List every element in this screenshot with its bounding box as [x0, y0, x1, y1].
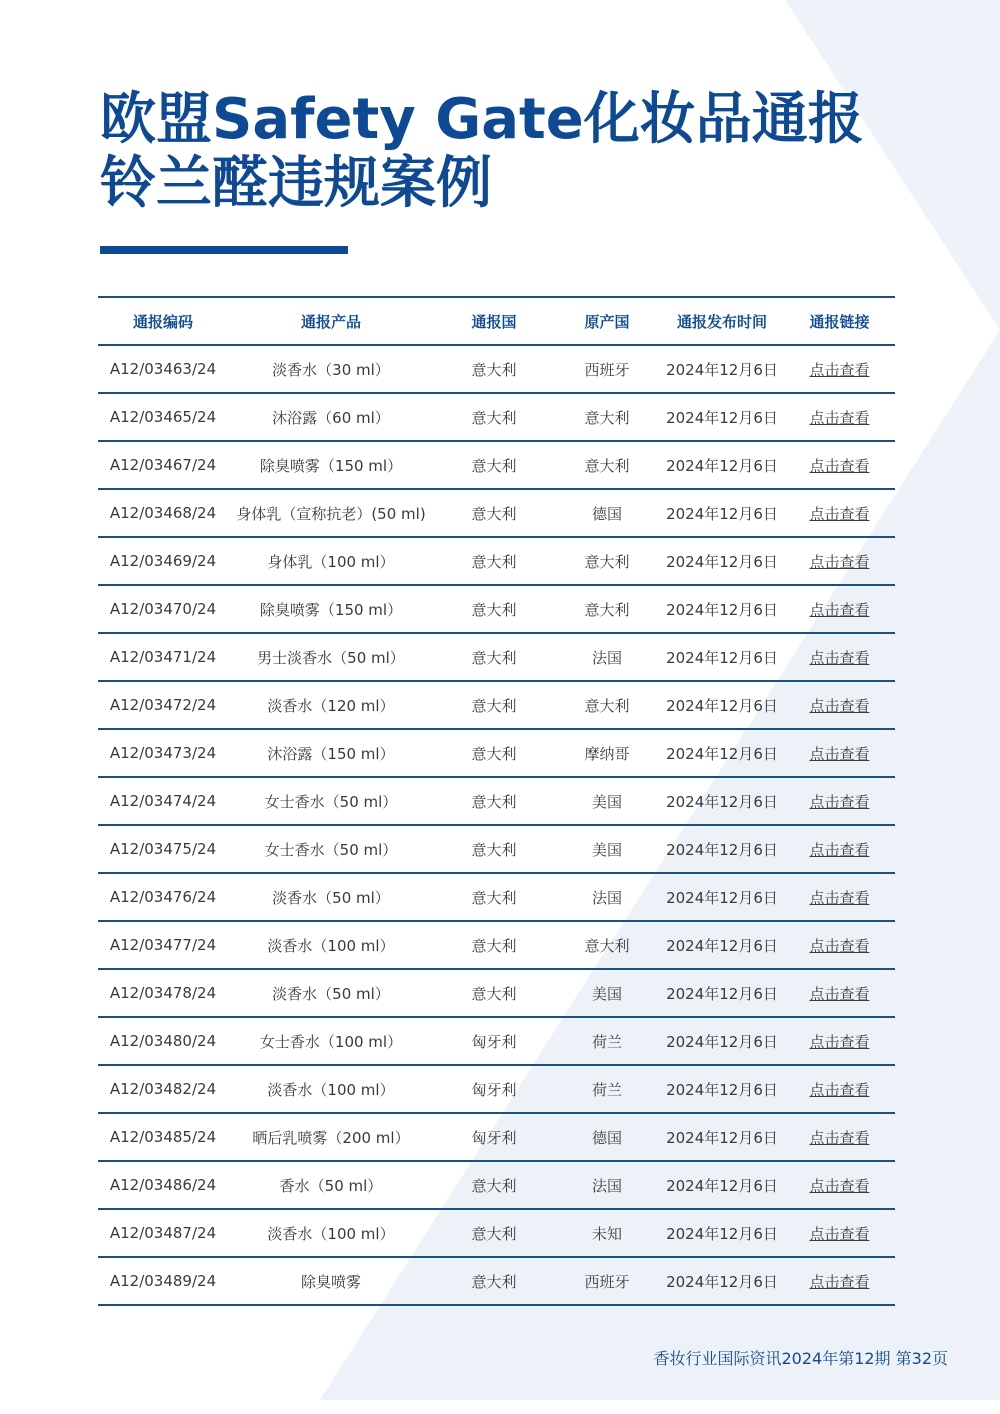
table-body — [98, 345, 895, 1305]
cell-link — [784, 969, 895, 1017]
table-row — [98, 1257, 895, 1305]
cell-code: A12/03489/24 — [98, 1257, 228, 1305]
cell-country: 意大利 — [434, 585, 554, 633]
cell-code: A12/03477/24 — [98, 921, 228, 969]
cell-origin: 法国 — [554, 873, 660, 921]
cell-origin: 德国 — [554, 1113, 660, 1161]
cell-link — [784, 1209, 895, 1257]
cell-country: 意大利 — [434, 873, 554, 921]
header-origin: 原产国 — [554, 297, 660, 345]
cell-product: 淡香水（100 ml） — [228, 921, 434, 969]
cell-product: 香水（50 ml） — [228, 1161, 434, 1209]
cell-origin: 摩纳哥 — [554, 729, 660, 777]
table-row — [98, 1161, 895, 1209]
cell-link — [784, 1017, 895, 1065]
table-row — [98, 969, 895, 1017]
cell-link — [784, 633, 895, 681]
cell-product: 淡香水（50 ml） — [228, 873, 434, 921]
cell-country: 意大利 — [434, 969, 554, 1017]
table-row — [98, 777, 895, 825]
view-link[interactable]: 点击查看 — [809, 1080, 870, 1099]
view-link[interactable]: 点击查看 — [809, 984, 870, 1003]
cell-date: 2024年12月6日 — [660, 537, 784, 585]
cell-code: A12/03472/24 — [98, 681, 228, 729]
cell-date: 2024年12月6日 — [660, 729, 784, 777]
cell-country: 意大利 — [434, 1257, 554, 1305]
cell-link — [784, 1113, 895, 1161]
table-row — [98, 1209, 895, 1257]
table-row — [98, 729, 895, 777]
cell-date: 2024年12月6日 — [660, 393, 784, 441]
view-link[interactable]: 点击查看 — [809, 1176, 870, 1195]
cell-origin: 意大利 — [554, 585, 660, 633]
table-row — [98, 1017, 895, 1065]
cell-country: 意大利 — [434, 345, 554, 393]
cell-date: 2024年12月6日 — [660, 1065, 784, 1113]
cell-link — [784, 777, 895, 825]
cell-code: A12/03469/24 — [98, 537, 228, 585]
cell-date: 2024年12月6日 — [660, 633, 784, 681]
cell-product: 除臭喷雾 — [228, 1257, 434, 1305]
cell-origin: 美国 — [554, 969, 660, 1017]
cell-product: 晒后乳喷雾（200 ml） — [228, 1113, 434, 1161]
view-link[interactable]: 点击查看 — [809, 360, 870, 379]
cell-product: 淡香水（30 ml） — [228, 345, 434, 393]
cell-date: 2024年12月6日 — [660, 585, 784, 633]
cell-product: 除臭喷雾（150 ml） — [228, 441, 434, 489]
table-row — [98, 681, 895, 729]
title-line-2: 铃兰醛违规案例 — [100, 151, 492, 216]
cell-product: 淡香水（120 ml） — [228, 681, 434, 729]
cell-date: 2024年12月6日 — [660, 921, 784, 969]
cell-date: 2024年12月6日 — [660, 873, 784, 921]
cell-code: A12/03487/24 — [98, 1209, 228, 1257]
table-row — [98, 537, 895, 585]
cell-product: 淡香水（50 ml） — [228, 969, 434, 1017]
cell-link — [784, 1161, 895, 1209]
cell-code: A12/03465/24 — [98, 393, 228, 441]
cell-code: A12/03475/24 — [98, 825, 228, 873]
cell-code: A12/03485/24 — [98, 1113, 228, 1161]
cell-date: 2024年12月6日 — [660, 681, 784, 729]
cell-country: 意大利 — [434, 537, 554, 585]
cell-origin: 法国 — [554, 1161, 660, 1209]
cell-link — [784, 537, 895, 585]
cell-date: 2024年12月6日 — [660, 969, 784, 1017]
cell-date: 2024年12月6日 — [660, 345, 784, 393]
view-link[interactable]: 点击查看 — [809, 456, 870, 475]
cell-product: 淡香水（100 ml） — [228, 1209, 434, 1257]
cell-product: 淡香水（100 ml） — [228, 1065, 434, 1113]
cell-code: A12/03471/24 — [98, 633, 228, 681]
header-link: 通报链接 — [784, 297, 895, 345]
cell-origin: 意大利 — [554, 681, 660, 729]
title-underline — [100, 246, 348, 254]
cell-date: 2024年12月6日 — [660, 1257, 784, 1305]
cell-link — [784, 393, 895, 441]
page-footer: 香妆行业国际资讯2024年第12期 第32页 — [653, 1349, 948, 1368]
cell-country: 意大利 — [434, 441, 554, 489]
cell-link — [784, 873, 895, 921]
cell-date: 2024年12月6日 — [660, 489, 784, 537]
view-link[interactable]: 点击查看 — [809, 648, 870, 667]
cell-country: 意大利 — [434, 633, 554, 681]
cell-link — [784, 345, 895, 393]
table-row — [98, 393, 895, 441]
table-header — [98, 297, 895, 345]
cell-product: 女士香水（100 ml） — [228, 1017, 434, 1065]
cell-country: 意大利 — [434, 729, 554, 777]
table-row — [98, 345, 895, 393]
table-row — [98, 1065, 895, 1113]
cell-origin: 西班牙 — [554, 1257, 660, 1305]
cell-product: 男士淡香水（50 ml） — [228, 633, 434, 681]
cell-country: 意大利 — [434, 393, 554, 441]
cell-product: 除臭喷雾（150 ml） — [228, 585, 434, 633]
view-link[interactable]: 点击查看 — [809, 696, 870, 715]
cell-code: A12/03468/24 — [98, 489, 228, 537]
view-link[interactable]: 点击查看 — [809, 1272, 870, 1291]
cell-date: 2024年12月6日 — [660, 825, 784, 873]
title-line-1: 欧盟Safety Gate化妆品通报 — [100, 87, 864, 152]
table-row — [98, 1113, 895, 1161]
cell-link — [784, 681, 895, 729]
view-link[interactable]: 点击查看 — [809, 936, 870, 955]
cell-code: A12/03470/24 — [98, 585, 228, 633]
view-link[interactable]: 点击查看 — [809, 1224, 870, 1243]
table-row — [98, 585, 895, 633]
cell-code: A12/03473/24 — [98, 729, 228, 777]
cell-country: 意大利 — [434, 921, 554, 969]
cell-country: 匈牙利 — [434, 1113, 554, 1161]
cell-country: 意大利 — [434, 777, 554, 825]
cell-country: 意大利 — [434, 681, 554, 729]
view-link[interactable]: 点击查看 — [809, 1128, 870, 1147]
notice-table — [98, 296, 895, 1306]
cell-date: 2024年12月6日 — [660, 1209, 784, 1257]
cell-code: A12/03486/24 — [98, 1161, 228, 1209]
cell-code: A12/03463/24 — [98, 345, 228, 393]
cell-product: 沐浴露（60 ml） — [228, 393, 434, 441]
cell-link — [784, 825, 895, 873]
cell-link — [784, 441, 895, 489]
cell-origin: 德国 — [554, 489, 660, 537]
cell-origin: 意大利 — [554, 537, 660, 585]
cell-code: A12/03474/24 — [98, 777, 228, 825]
cell-origin: 意大利 — [554, 393, 660, 441]
cell-link — [784, 585, 895, 633]
cell-country: 匈牙利 — [434, 1017, 554, 1065]
cell-date: 2024年12月6日 — [660, 1161, 784, 1209]
cell-origin: 意大利 — [554, 441, 660, 489]
cell-date: 2024年12月6日 — [660, 777, 784, 825]
cell-product: 女士香水（50 ml） — [228, 825, 434, 873]
cell-product: 沐浴露（150 ml） — [228, 729, 434, 777]
cell-product: 身体乳（100 ml） — [228, 537, 434, 585]
cell-link — [784, 1257, 895, 1305]
cell-code: A12/03467/24 — [98, 441, 228, 489]
table-header-row — [98, 297, 895, 345]
cell-country: 匈牙利 — [434, 1065, 554, 1113]
view-link[interactable]: 点击查看 — [809, 408, 870, 427]
cell-origin: 意大利 — [554, 921, 660, 969]
cell-product: 身体乳（宣称抗老）(50 ml) — [228, 489, 434, 537]
view-link[interactable]: 点击查看 — [809, 744, 870, 763]
cell-code: A12/03482/24 — [98, 1065, 228, 1113]
header-product: 通报产品 — [228, 297, 434, 345]
cell-country: 意大利 — [434, 825, 554, 873]
cell-origin: 美国 — [554, 777, 660, 825]
cell-product: 女士香水（50 ml） — [228, 777, 434, 825]
cell-origin: 西班牙 — [554, 345, 660, 393]
view-link[interactable]: 点击查看 — [809, 552, 870, 571]
view-link[interactable]: 点击查看 — [809, 600, 870, 619]
cell-origin: 荷兰 — [554, 1065, 660, 1113]
header-code: 通报编码 — [98, 297, 228, 345]
table-row — [98, 489, 895, 537]
header-date: 通报发布时间 — [660, 297, 784, 345]
cell-country: 意大利 — [434, 1161, 554, 1209]
cell-origin: 荷兰 — [554, 1017, 660, 1065]
cell-link — [784, 489, 895, 537]
cell-code: A12/03476/24 — [98, 873, 228, 921]
page-title — [100, 88, 864, 216]
cell-date: 2024年12月6日 — [660, 1017, 784, 1065]
cell-code: A12/03478/24 — [98, 969, 228, 1017]
view-link[interactable]: 点击查看 — [809, 840, 870, 859]
cell-date: 2024年12月6日 — [660, 441, 784, 489]
table-row — [98, 873, 895, 921]
cell-country: 意大利 — [434, 489, 554, 537]
table-row — [98, 441, 895, 489]
cell-link — [784, 1065, 895, 1113]
cell-origin: 未知 — [554, 1209, 660, 1257]
cell-link — [784, 921, 895, 969]
view-link[interactable]: 点击查看 — [809, 888, 870, 907]
cell-origin: 美国 — [554, 825, 660, 873]
view-link[interactable]: 点击查看 — [809, 1032, 870, 1051]
header-country: 通报国 — [434, 297, 554, 345]
cell-origin: 法国 — [554, 633, 660, 681]
cell-date: 2024年12月6日 — [660, 1113, 784, 1161]
cell-code: A12/03480/24 — [98, 1017, 228, 1065]
view-link[interactable]: 点击查看 — [809, 792, 870, 811]
cell-link — [784, 729, 895, 777]
table-row — [98, 825, 895, 873]
table-row — [98, 633, 895, 681]
table-row — [98, 921, 895, 969]
cell-country: 意大利 — [434, 1209, 554, 1257]
view-link[interactable]: 点击查看 — [809, 504, 870, 523]
